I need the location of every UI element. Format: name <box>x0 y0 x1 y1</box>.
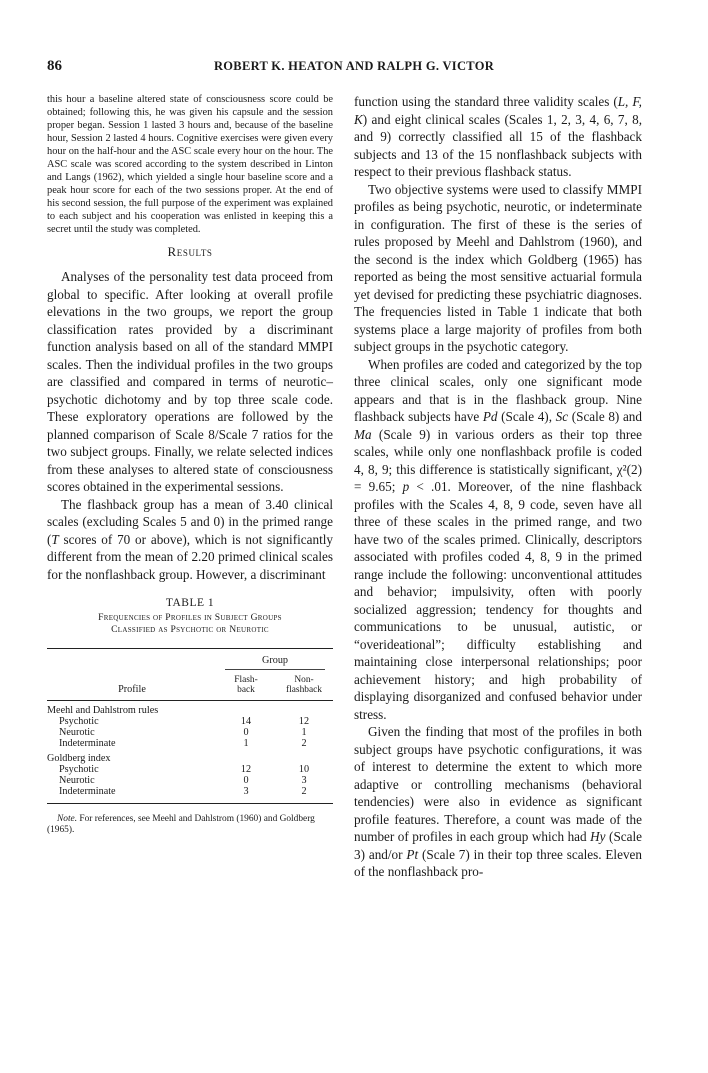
table-section-label: Meehl and Dahlstrom rules <box>47 705 159 716</box>
method-paragraph: this hour a baseline altered state of consciousness score could be obtained; following this, he was given his capsule and the session proper began. Session 1 lasted 3 hours and, because of the baseline hour, Session 2 lasted 4 hours. Cognitive exercises were given every hour on the half-hour and the ASC scale every hour on the hour. The ASC scale was scored according to the system described in Linton and Langs (1962), which yielded a single hour baseline score and a peak hour score for each of the two sessions proper. At the end of his second session, the full purpose of the experiment was explained to each subject and his cooperation was enlisted in keeping this a secret until the study was completed. <box>47 94 333 235</box>
right-column <box>354 93 642 881</box>
table-note: Note. For references, see Meehl and Dahlstrom (1960) and Goldberg (1965). <box>47 814 315 835</box>
results-heading: Results <box>167 244 213 259</box>
table-row: Neurotic 0 3 <box>59 775 307 786</box>
table-section-label: Goldberg index <box>47 753 111 764</box>
page-header <box>47 58 661 78</box>
objective-systems-paragraph: Two objective systems were used to classify MMPI profiles as being psychotic, neurotic, or indeterminate in configuration. The first of these is the series of rules proposed by Meehl and Dahlstrom (1960), and the second is the index which Goldberg (1965) has reported as being the most sensitive actuarial formula yet devised for predicting these psychiatric diagnoses. The frequencies listed in Table 1 indicate that both systems place a large majority of profiles from both subject groups in the psychotic category. <box>354 181 642 354</box>
profiles-table <box>47 648 333 804</box>
group-header: Group <box>225 655 325 670</box>
results-paragraph-1: Analyses of the personality test data proceed from global to specific. After looking at overall profile elevations in the two groups, we report the group classification rates provided by a discriminant function analysis based on all of the standard MMPI scales. Then the individual profiles in the two groups are classified and compared in terms of neurotic–psychotic dichotomy and by top three scale code. These exploratory operations are followed by the planned comparison of Scale 8/Scale 7 ratios for the two subject groups. Finally, we relate selected indices from these analyses to altered state of consciousness scores obtained in the experimental sessions. <box>47 269 333 494</box>
scale-code-paragraph: When profiles are coded and categorized by the top three clinical scales, only one significant mode appears and that is in the flashback group. Nine flashback subjects have Pd (Scale 4), Sc (Scale 8) and Ma (Scale 9) in various orders as their top three scales, while only one nonflashback profile is coded 4, 8, 9; this difference is statistically significant, χ²(2) = 9.65; p < .01. Moreover, of the nine flashback profiles with the Scales 4, 8, 9 code, seven have all three of these scales in the primed range, and two have two of the scales primed. Clinically, descriptors associated with profiles coded 4, 8, 9 in the primed range include the following: unconventional attitudes and behavior; impulsivity, often with poorly socialized aggression; tendency for thoughts and communications to be unusual, autistic, or “overideational”; difficulty establishing and maintaining close interpersonal relationships; poor achievement history; and high probability of displaying disorganized and confused behavior under stress. <box>354 356 642 722</box>
flashback-column-header: Flash- back <box>234 675 258 695</box>
results-paragraph-2: The flashback group has a mean of 3.40 clinical scales (excluding Scales 5 and 0) in the primed range (T scores of 70 or above), which is not significantly different from the mean of 2.20 primed clinical scales for the nonflashback group. However, a discriminant <box>47 496 333 582</box>
table-row: Indeterminate 1 2 <box>59 738 307 749</box>
left-column <box>47 93 333 836</box>
table-row: Indeterminate 3 2 <box>47 786 333 804</box>
page-number: 86 <box>47 58 62 74</box>
table-row: Psychotic 12 10 <box>59 764 310 775</box>
table-row: Psychotic 14 12 <box>59 716 310 727</box>
adaptive-mechanisms-paragraph: Given the finding that most of the profiles in both subject groups have psychotic configurations, it was of interest to determine the extent to which more adaptive or controlling mechanisms (behavioral tendencies) were also in evidence as significant profile features. Therefore, a count was made of the number of profiles in each group which had Hy (Scale 3) and/or Pt (Scale 7) in their top three scales. Eleven of the nonflashback pro- <box>354 724 642 879</box>
table-row: Neurotic 0 1 <box>59 727 307 738</box>
table-title: TABLE 1 <box>165 597 215 609</box>
table-caption: Frequencies of Profiles in Subject Groups Classified as Psychotic or Neurotic <box>98 612 282 635</box>
nonflashback-column-header: Non- flashback <box>286 675 322 695</box>
discriminant-paragraph: function using the standard three validity scales (L, F, K) and eight clinical scales (Scales 1, 2, 3, 4, 6, 7, 8, and 9) correctly classified all 15 of the flashback subjects and 13 of the 15 nonflashback subjects with respect to their previous flashback status. <box>354 94 642 179</box>
running-head: ROBERT K. HEATON AND RALPH G. VICTOR <box>213 59 495 73</box>
profile-column-header: Profile <box>118 684 146 695</box>
